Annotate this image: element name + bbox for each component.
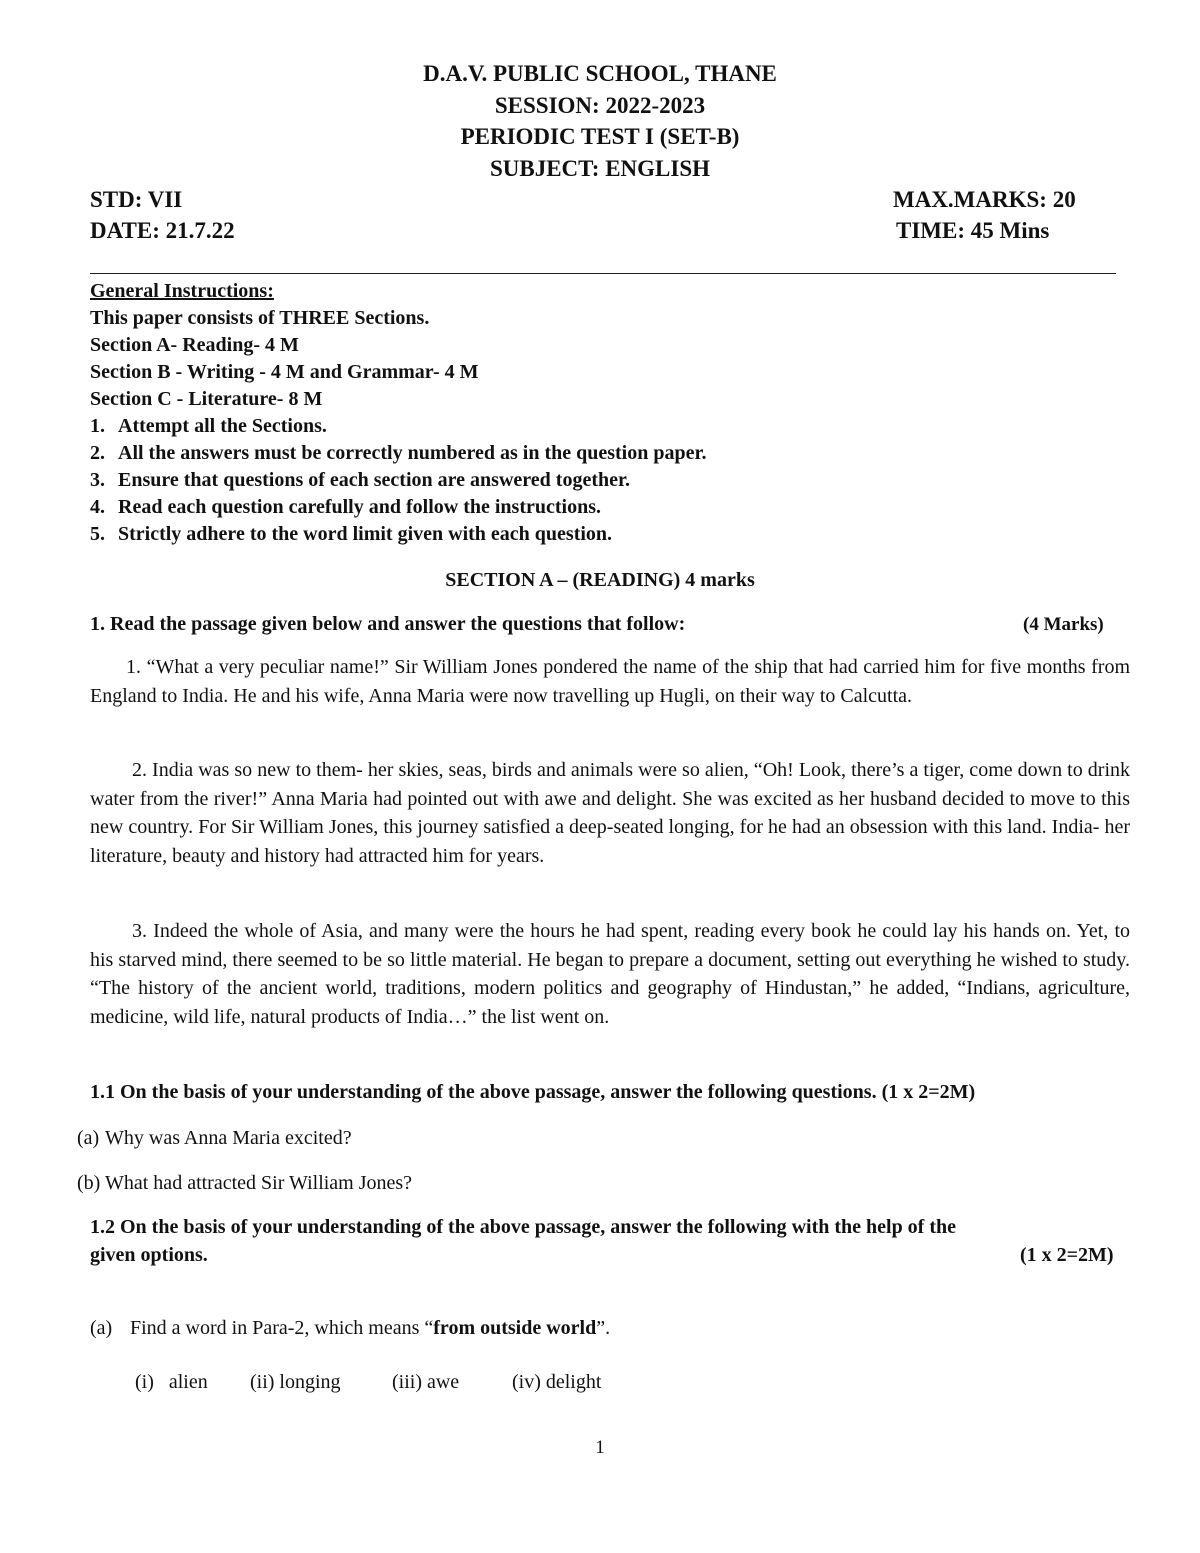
instruction-number: 1.	[90, 415, 105, 437]
std-label: STD: VII	[90, 187, 183, 212]
instruction-text: Strictly adhere to the word limit given with each question.	[118, 523, 613, 545]
question-text-part: Find a word in Para-2, which means “	[130, 1317, 434, 1339]
question-1-2-marks: (1 x 2=2M)	[1020, 1244, 1114, 1266]
option-label: (a)	[90, 1317, 113, 1339]
instruction-text: Read each question carefully and follow the instructions.	[118, 496, 601, 518]
passage-paragraph-3: 3. Indeed the whole of Asia, and many were the hours he had spent, reading every book he could lay his hands on. Yet, to his starved mind, there seemed to be so little material. He began to prepare a document, setting out everything he wished to study. “The history of the ancient world, traditions, modern politics and geography of Hindustan,” he added, “Indians, agriculture, medicine, wild life, natural products of India…” the list went on.	[90, 920, 1130, 1028]
option-label: (b)	[77, 1172, 101, 1194]
question-1-2-line1: 1.2 On the basis of your understanding of the above passage, answer the following with the help of the	[90, 1216, 957, 1238]
instruction-line: This paper consists of THREE Sections.	[90, 307, 430, 329]
numbered-instruction	[90, 413, 327, 440]
numbered-instruction	[90, 440, 707, 467]
instruction-number: 2.	[90, 442, 105, 464]
numbered-instruction	[90, 494, 601, 521]
numbered-instruction	[90, 521, 612, 548]
answer-options	[135, 1368, 601, 1396]
question-text-bold: from outside world	[433, 1317, 597, 1339]
max-marks-label: MAX.MARKS: 20	[893, 187, 1076, 212]
question-1-1-b	[77, 1169, 412, 1197]
instruction-line: Section B - Writing - 4 M and Grammar- 4 M	[90, 361, 479, 383]
numbered-instruction	[90, 467, 630, 494]
instructions-title: General Instructions:	[90, 280, 274, 302]
question-1-text: 1. Read the passage given below and answer the questions that follow:	[90, 613, 686, 635]
instruction-text: Attempt all the Sections.	[118, 415, 327, 437]
instruction-text: Ensure that questions of each section are answered together.	[118, 469, 631, 491]
date-label: DATE: 21.7.22	[90, 218, 235, 243]
school-name: D.A.V. PUBLIC SCHOOL, THANE	[423, 61, 777, 86]
question-1-1-text: 1.1 On the basis of your understanding of the above passage, answer the following questions. (1 x 2=2M)	[90, 1081, 976, 1103]
question-1-marks: (4 Marks)	[1023, 614, 1104, 635]
session: SESSION: 2022-2023	[494, 93, 706, 118]
instruction-number: 4.	[90, 496, 105, 518]
page-number: 1	[595, 1437, 605, 1458]
answer-option: (iii) awe	[392, 1371, 460, 1393]
header-divider	[90, 273, 1116, 274]
test-name: PERIODIC TEST I (SET-B)	[460, 124, 740, 149]
instruction-line: Section A- Reading- 4 M	[90, 334, 299, 356]
question-text: What had attracted Sir William Jones?	[105, 1172, 413, 1194]
instruction-number: 3.	[90, 469, 105, 491]
subject: SUBJECT: ENGLISH	[489, 156, 711, 181]
instruction-line: Section C - Literature- 8 M	[90, 388, 323, 410]
passage-paragraph-1: 1. “What a very peculiar name!” Sir William Jones pondered the name of the ship that had carried him for five months from England to India. He and his wife, Anna Maria were now travelling up Hugli, on their way to Calcutta.	[90, 656, 1130, 707]
passage-paragraph-2: 2. India was so new to them- her skies, seas, birds and animals were so alien, “Oh! Look, there’s a tiger, come down to drink water from the river!” Anna Maria had pointed out with awe and delight. She was excited as her husband decided to move to this new country. For Sir William Jones, this journey satisfied a deep-seated longing, for he had an obsession with this land. India- her literature, beauty and history had attracted him for years.	[90, 759, 1130, 867]
answer-option: (i) alien	[135, 1371, 208, 1393]
question-text-part: ”.	[596, 1317, 611, 1339]
question-1-2-a	[90, 1314, 610, 1342]
question-1-2-line2: given options.	[90, 1244, 208, 1266]
question-text: Why was Anna Maria excited?	[105, 1127, 352, 1149]
option-label: (a)	[77, 1127, 100, 1149]
instruction-text: All the answers must be correctly numbered as in the question paper.	[118, 442, 707, 464]
time-label: TIME: 45 Mins	[896, 218, 1050, 243]
instruction-number: 5.	[90, 523, 105, 545]
answer-option: (ii) longing	[250, 1371, 341, 1393]
section-a-title: SECTION A – (READING) 4 marks	[445, 569, 755, 591]
question-1-1-a	[77, 1124, 352, 1152]
answer-option: (iv) delight	[512, 1371, 602, 1393]
